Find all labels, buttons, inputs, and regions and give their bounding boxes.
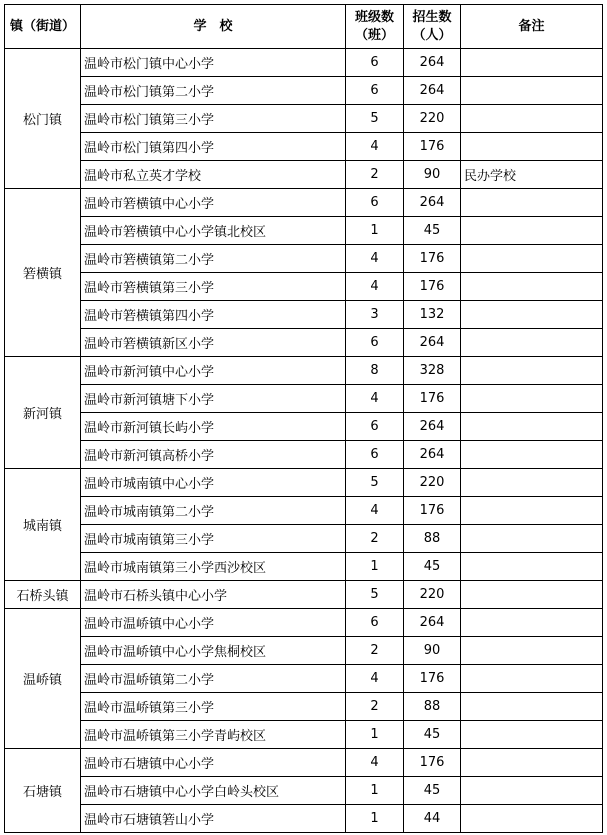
header-students-line1: 招生数 bbox=[412, 9, 452, 25]
students-cell: 88 bbox=[404, 693, 461, 721]
students-cell: 176 bbox=[404, 385, 461, 413]
school-cell: 温岭市新河镇长屿小学 bbox=[81, 413, 346, 441]
town-cell: 温峤镇 bbox=[5, 609, 81, 749]
note-cell bbox=[461, 469, 603, 497]
note-cell bbox=[461, 413, 603, 441]
table-row bbox=[5, 693, 603, 721]
table-row bbox=[5, 105, 603, 133]
classes-cell: 2 bbox=[346, 161, 404, 189]
students-cell: 132 bbox=[404, 301, 461, 329]
school-cell: 温岭市温峤镇中心小学焦桐校区 bbox=[81, 637, 346, 665]
school-cell: 温岭市石桥头镇中心小学 bbox=[81, 581, 346, 609]
students-cell: 45 bbox=[404, 217, 461, 245]
classes-cell: 1 bbox=[346, 217, 404, 245]
school-cell: 温岭市石塘镇中心小学 bbox=[81, 749, 346, 777]
table-row bbox=[5, 77, 603, 105]
school-cell: 温岭市箬横镇第三小学 bbox=[81, 273, 346, 301]
school-cell: 温岭市私立英才学校 bbox=[81, 161, 346, 189]
school-cell: 温岭市箬横镇中心小学 bbox=[81, 189, 346, 217]
table-row bbox=[5, 301, 603, 329]
students-cell: 44 bbox=[404, 805, 461, 833]
table-row bbox=[5, 721, 603, 749]
students-cell: 176 bbox=[404, 133, 461, 161]
students-cell: 45 bbox=[404, 721, 461, 749]
school-cell: 温岭市松门镇中心小学 bbox=[81, 49, 346, 77]
note-cell bbox=[461, 77, 603, 105]
town-cell: 松门镇 bbox=[5, 49, 81, 189]
students-cell: 90 bbox=[404, 161, 461, 189]
note-cell bbox=[461, 553, 603, 581]
note-cell bbox=[461, 609, 603, 637]
note-cell bbox=[461, 329, 603, 357]
school-cell: 温岭市新河镇中心小学 bbox=[81, 357, 346, 385]
header-students-line2: （人） bbox=[412, 27, 452, 43]
table-row bbox=[5, 329, 603, 357]
school-cell: 温岭市箬横镇新区小学 bbox=[81, 329, 346, 357]
students-cell: 90 bbox=[404, 637, 461, 665]
note-cell bbox=[461, 217, 603, 245]
school-cell: 温岭市松门镇第四小学 bbox=[81, 133, 346, 161]
classes-cell: 5 bbox=[346, 581, 404, 609]
table-row bbox=[5, 497, 603, 525]
classes-cell: 6 bbox=[346, 189, 404, 217]
school-cell: 温岭市温峤镇第二小学 bbox=[81, 665, 346, 693]
classes-cell: 4 bbox=[346, 133, 404, 161]
enrollment-table bbox=[4, 4, 603, 833]
school-cell: 温岭市石塘镇箬山小学 bbox=[81, 805, 346, 833]
table-header-row bbox=[5, 5, 603, 49]
classes-cell: 2 bbox=[346, 525, 404, 553]
classes-cell: 1 bbox=[346, 805, 404, 833]
students-cell: 176 bbox=[404, 665, 461, 693]
students-cell: 176 bbox=[404, 749, 461, 777]
classes-cell: 1 bbox=[346, 721, 404, 749]
classes-cell: 5 bbox=[346, 105, 404, 133]
note-cell bbox=[461, 525, 603, 553]
classes-cell: 6 bbox=[346, 609, 404, 637]
note-cell bbox=[461, 581, 603, 609]
table-body bbox=[5, 49, 603, 833]
classes-cell: 4 bbox=[346, 665, 404, 693]
note-cell bbox=[461, 49, 603, 77]
classes-cell: 4 bbox=[346, 749, 404, 777]
header-note: 备注 bbox=[461, 5, 603, 49]
note-cell bbox=[461, 385, 603, 413]
school-cell: 温岭市新河镇高桥小学 bbox=[81, 441, 346, 469]
table-row bbox=[5, 805, 603, 833]
table-row bbox=[5, 49, 603, 77]
students-cell: 176 bbox=[404, 273, 461, 301]
table-row bbox=[5, 469, 603, 497]
note-cell bbox=[461, 805, 603, 833]
school-cell: 温岭市城南镇中心小学 bbox=[81, 469, 346, 497]
note-cell bbox=[461, 133, 603, 161]
table-row bbox=[5, 385, 603, 413]
table-row bbox=[5, 161, 603, 189]
students-cell: 264 bbox=[404, 49, 461, 77]
table-row bbox=[5, 413, 603, 441]
table-row bbox=[5, 441, 603, 469]
school-cell: 温岭市新河镇塘下小学 bbox=[81, 385, 346, 413]
classes-cell: 6 bbox=[346, 49, 404, 77]
students-cell: 264 bbox=[404, 189, 461, 217]
note-cell bbox=[461, 245, 603, 273]
note-cell bbox=[461, 693, 603, 721]
classes-cell: 6 bbox=[346, 329, 404, 357]
classes-cell: 4 bbox=[346, 273, 404, 301]
table-row bbox=[5, 357, 603, 385]
classes-cell: 4 bbox=[346, 385, 404, 413]
note-cell bbox=[461, 637, 603, 665]
header-classes-line2: （班） bbox=[354, 27, 394, 43]
table-row bbox=[5, 245, 603, 273]
note-cell bbox=[461, 301, 603, 329]
students-cell: 88 bbox=[404, 525, 461, 553]
note-cell bbox=[461, 441, 603, 469]
table-row bbox=[5, 609, 603, 637]
table-row bbox=[5, 273, 603, 301]
classes-cell: 4 bbox=[346, 245, 404, 273]
town-cell: 石塘镇 bbox=[5, 749, 81, 833]
header-students bbox=[404, 5, 461, 49]
classes-cell: 1 bbox=[346, 553, 404, 581]
table-row bbox=[5, 637, 603, 665]
students-cell: 264 bbox=[404, 329, 461, 357]
classes-cell: 6 bbox=[346, 77, 404, 105]
note-cell bbox=[461, 721, 603, 749]
students-cell: 264 bbox=[404, 609, 461, 637]
students-cell: 45 bbox=[404, 553, 461, 581]
school-cell: 温岭市温峤镇第三小学青屿校区 bbox=[81, 721, 346, 749]
school-cell: 温岭市石塘镇中心小学白岭头校区 bbox=[81, 777, 346, 805]
town-cell: 城南镇 bbox=[5, 469, 81, 581]
school-cell: 温岭市城南镇第三小学西沙校区 bbox=[81, 553, 346, 581]
note-cell bbox=[461, 665, 603, 693]
note-cell: 民办学校 bbox=[461, 161, 603, 189]
classes-cell: 8 bbox=[346, 357, 404, 385]
school-cell: 温岭市城南镇第三小学 bbox=[81, 525, 346, 553]
table-row bbox=[5, 133, 603, 161]
classes-cell: 4 bbox=[346, 497, 404, 525]
classes-cell: 6 bbox=[346, 441, 404, 469]
note-cell bbox=[461, 357, 603, 385]
note-cell bbox=[461, 777, 603, 805]
table-row bbox=[5, 525, 603, 553]
classes-cell: 2 bbox=[346, 637, 404, 665]
header-town: 镇（街道） bbox=[5, 5, 81, 49]
students-cell: 264 bbox=[404, 441, 461, 469]
table-row bbox=[5, 581, 603, 609]
students-cell: 220 bbox=[404, 581, 461, 609]
school-cell: 温岭市箬横镇中心小学镇北校区 bbox=[81, 217, 346, 245]
classes-cell: 2 bbox=[346, 693, 404, 721]
school-cell: 温岭市温峤镇中心小学 bbox=[81, 609, 346, 637]
header-classes bbox=[346, 5, 404, 49]
classes-cell: 1 bbox=[346, 777, 404, 805]
students-cell: 220 bbox=[404, 469, 461, 497]
table-row bbox=[5, 217, 603, 245]
students-cell: 220 bbox=[404, 105, 461, 133]
school-cell: 温岭市城南镇第二小学 bbox=[81, 497, 346, 525]
school-cell: 温岭市箬横镇第四小学 bbox=[81, 301, 346, 329]
school-cell: 温岭市松门镇第二小学 bbox=[81, 77, 346, 105]
table-row bbox=[5, 553, 603, 581]
school-cell: 温岭市箬横镇第二小学 bbox=[81, 245, 346, 273]
note-cell bbox=[461, 749, 603, 777]
table-row bbox=[5, 665, 603, 693]
classes-cell: 3 bbox=[346, 301, 404, 329]
header-classes-line1: 班级数 bbox=[354, 9, 394, 25]
school-cell: 温岭市温峤镇第三小学 bbox=[81, 693, 346, 721]
students-cell: 45 bbox=[404, 777, 461, 805]
students-cell: 264 bbox=[404, 413, 461, 441]
town-cell: 新河镇 bbox=[5, 357, 81, 469]
table-row bbox=[5, 777, 603, 805]
students-cell: 176 bbox=[404, 245, 461, 273]
note-cell bbox=[461, 105, 603, 133]
town-cell: 箬横镇 bbox=[5, 189, 81, 357]
header-school: 学 校 bbox=[81, 5, 346, 49]
students-cell: 176 bbox=[404, 497, 461, 525]
school-cell: 温岭市松门镇第三小学 bbox=[81, 105, 346, 133]
note-cell bbox=[461, 497, 603, 525]
students-cell: 328 bbox=[404, 357, 461, 385]
note-cell bbox=[461, 189, 603, 217]
table-row bbox=[5, 749, 603, 777]
classes-cell: 5 bbox=[346, 469, 404, 497]
note-cell bbox=[461, 273, 603, 301]
classes-cell: 6 bbox=[346, 413, 404, 441]
town-cell: 石桥头镇 bbox=[5, 581, 81, 609]
students-cell: 264 bbox=[404, 77, 461, 105]
table-row bbox=[5, 189, 603, 217]
